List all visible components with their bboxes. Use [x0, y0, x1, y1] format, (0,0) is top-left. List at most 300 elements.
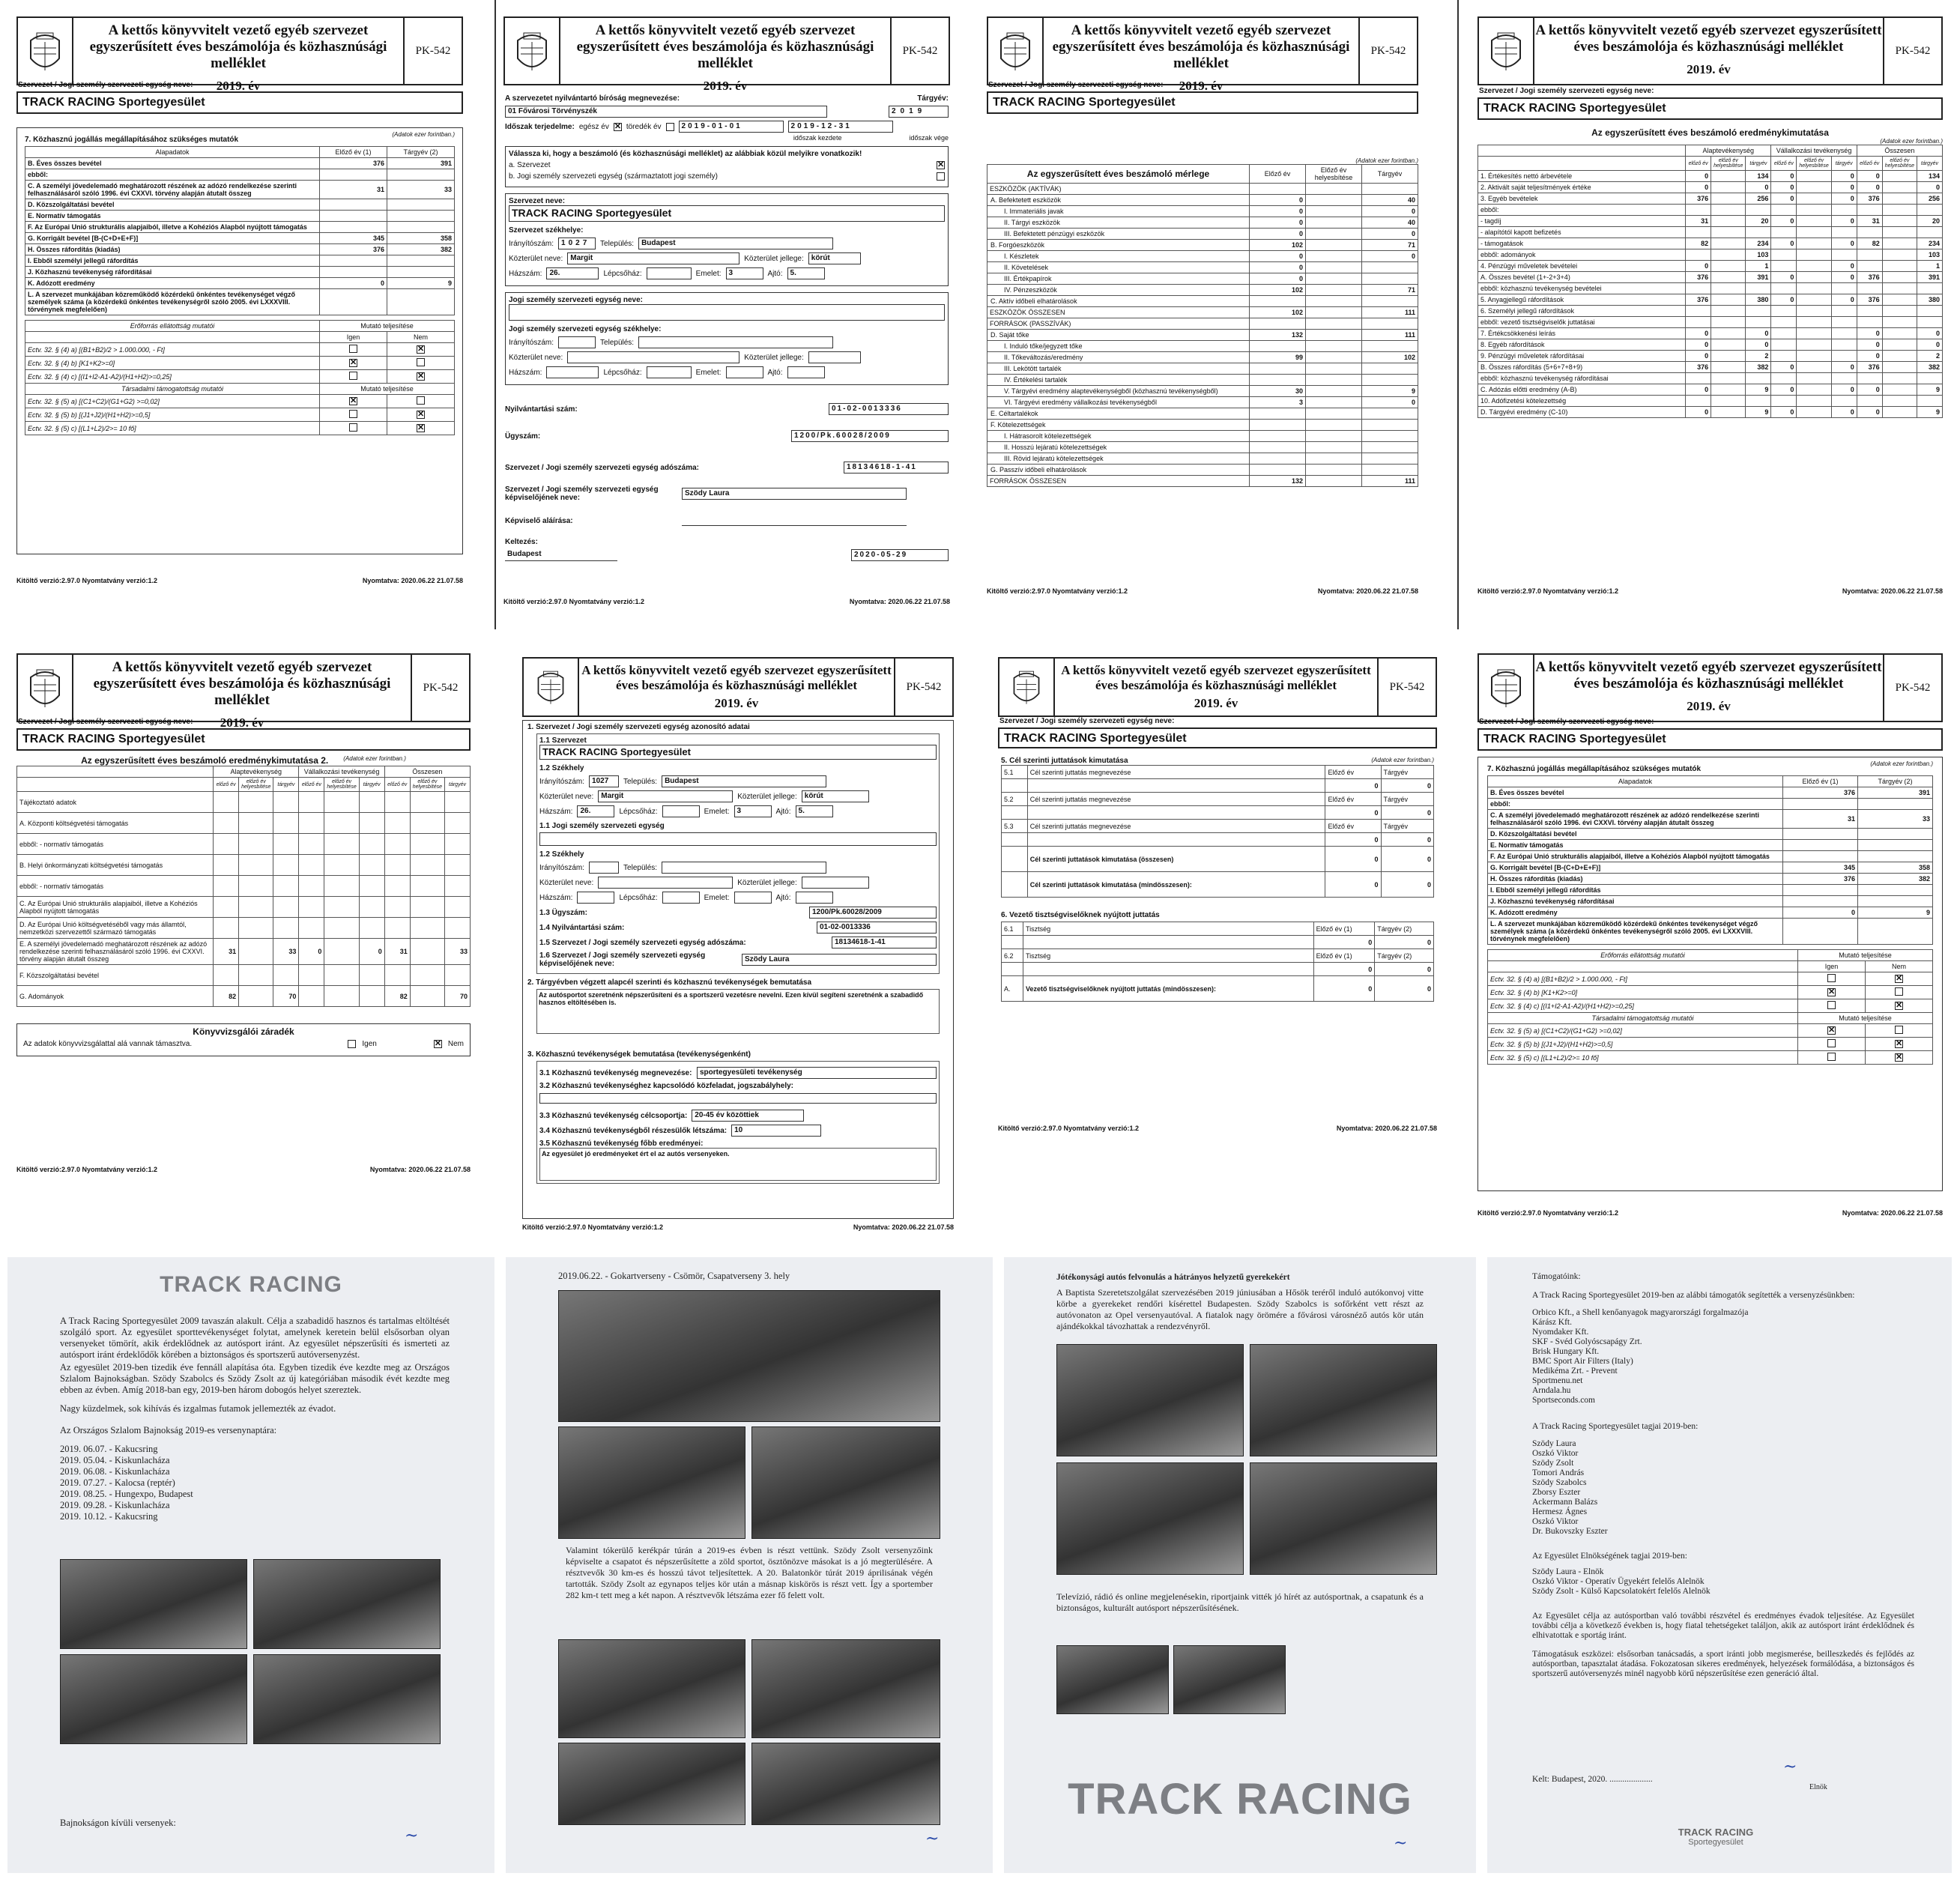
value: 82 — [1686, 238, 1711, 249]
value — [410, 813, 444, 834]
filler-version: Kitöltő verzió:2.97.0 Nyomtatvány verzió:1.2 — [522, 1223, 664, 1231]
row-number: 5.2 — [1002, 793, 1028, 806]
unit-door-field[interactable] — [787, 366, 825, 378]
table-row — [1478, 328, 1943, 339]
value — [1831, 328, 1857, 339]
section-title: 7. Közhasznú jogállás megállapításához szükséges mutatók — [25, 136, 239, 144]
balance-table — [987, 164, 1418, 487]
table-row — [25, 343, 455, 357]
row-label: B. Forgóeszközök — [987, 240, 1250, 251]
street-field[interactable]: Margit — [598, 790, 733, 802]
checkbox[interactable] — [417, 358, 425, 366]
org-label: Szervezet / Jogi személy szervezeti egység neve: — [1479, 718, 1654, 726]
reg-field[interactable]: 01-02-0013336 — [829, 403, 949, 415]
table-row — [1478, 283, 1943, 294]
unit-name-field[interactable] — [509, 304, 945, 321]
row-number: 6.2 — [1002, 949, 1023, 963]
org-box — [505, 193, 949, 286]
value — [1882, 407, 1917, 418]
value — [1711, 396, 1746, 407]
value — [324, 876, 359, 897]
checkbox[interactable] — [349, 423, 357, 432]
value-prev — [1250, 442, 1306, 453]
table-row — [1002, 793, 1434, 806]
car-photo — [1250, 1344, 1437, 1456]
value — [384, 918, 410, 939]
table-row — [1002, 976, 1434, 1002]
value — [1771, 328, 1797, 339]
value: 0 — [1771, 362, 1797, 373]
value — [1797, 362, 1831, 373]
checkbox[interactable]: ✕ — [417, 410, 425, 419]
row-label: C. Az Európai Unió strukturális alapjaiból, illetve a Kohéziós Alapból nyújtott támogatás — [17, 897, 214, 918]
case-field[interactable]: 1200/Pk.60028/2009 — [809, 907, 937, 919]
checkbox[interactable] — [349, 410, 357, 418]
checkbox[interactable] — [1895, 987, 1903, 996]
value — [1797, 294, 1831, 306]
filler-version: Kitöltő verzió:2.97.0 Nyomtatvány verzió:1.2 — [16, 577, 158, 584]
unit-house-field[interactable] — [546, 366, 599, 378]
row-label: Cél szerinti juttatás megnevezése — [1027, 793, 1325, 806]
target-group-field[interactable]: 20-45 év közöttiek — [692, 1110, 804, 1122]
value — [1857, 396, 1882, 407]
door-label: Ajtó: — [767, 269, 783, 278]
value-corr — [1306, 397, 1362, 408]
value — [1797, 373, 1831, 384]
row-label: G. Adományok — [17, 986, 214, 1007]
city-label: Település: — [623, 863, 658, 872]
checkbox[interactable] — [1827, 1053, 1836, 1061]
signature-line[interactable] — [682, 515, 907, 526]
date-field[interactable]: 2020-05-29 — [851, 549, 949, 561]
results-label: 3.5 Közhasznú tevékenység főbb eredményei: — [539, 1140, 704, 1148]
checkbox[interactable] — [1827, 1001, 1836, 1009]
row-label: III. Befektetett pénzügyi eszközök — [987, 229, 1250, 240]
no-cell — [387, 370, 455, 384]
value — [1831, 373, 1857, 384]
table-row — [1488, 787, 1933, 799]
table-row — [987, 195, 1418, 206]
yes-cell — [320, 357, 387, 370]
value-prev — [1783, 829, 1858, 840]
value — [1686, 283, 1711, 294]
door-field[interactable]: 5. — [796, 805, 833, 817]
results-field[interactable]: Az egyesület jó eredményeket ért el az autós versenyeken. — [539, 1148, 937, 1181]
stair-field[interactable] — [662, 805, 700, 817]
value — [1882, 328, 1917, 339]
track-photo — [253, 1559, 441, 1649]
option-b-checkbox[interactable] — [937, 172, 945, 181]
checkbox[interactable]: ✕ — [1896, 1039, 1903, 1048]
cell — [17, 778, 214, 792]
checkbox[interactable] — [349, 372, 357, 380]
unit-street-type-field[interactable] — [808, 351, 861, 363]
seat-label: Szervezet székhelye: — [509, 226, 584, 235]
value-corr — [1306, 431, 1362, 442]
org-name-field[interactable]: TRACK RACING Sportegyesület — [539, 745, 937, 760]
value — [1797, 396, 1831, 407]
value-corr — [1306, 307, 1362, 318]
value — [1797, 216, 1831, 227]
table-row — [987, 330, 1418, 341]
value — [214, 918, 239, 939]
value: 0 — [359, 939, 384, 965]
whole-year-checkbox[interactable]: ✕ — [614, 121, 622, 131]
value: 391 — [1917, 272, 1943, 283]
section-3-title: 3. Közhasznú tevékenységek bemutatása (tevékenységenként) — [527, 1050, 751, 1059]
form-header — [16, 653, 471, 730]
member-item: Szödy Zsolt — [1532, 1459, 1574, 1468]
row-label: II. Tárgyi eszközök — [987, 217, 1250, 229]
value: 9 — [1746, 384, 1771, 396]
row-label: I. Ebből személyi jellegű ráfordítás — [1488, 885, 1783, 896]
court-field[interactable]: 01 Fővárosi Törvényszék — [505, 106, 827, 118]
coat-of-arms-icon — [999, 659, 1055, 715]
value-cur — [1858, 919, 1933, 945]
tax-field[interactable]: 18134618-1-41 — [844, 462, 949, 473]
checkbox[interactable]: ✕ — [417, 372, 425, 381]
fraction-checkbox[interactable] — [666, 123, 674, 131]
group-header: Összesen — [384, 766, 470, 778]
table-row — [1478, 261, 1943, 272]
sponsors-heading: Támogatóink: — [1532, 1272, 1581, 1281]
unit-city-field[interactable] — [638, 336, 833, 348]
sponsor-item: BMC Sport Air Filters (Italy) — [1532, 1357, 1633, 1366]
col-header: Tárgyév — [1381, 820, 1433, 833]
value — [1711, 339, 1746, 351]
col-header: Előző év (1) — [1783, 776, 1858, 787]
unit-floor-field[interactable] — [734, 892, 772, 904]
col-header: előző év helyesbítése — [1882, 157, 1917, 171]
value — [1831, 339, 1857, 351]
reg-field[interactable]: 01-02-0013336 — [817, 922, 937, 934]
footer — [987, 587, 1418, 595]
page-4-income-statement — [1469, 7, 1952, 599]
value-prev: 376 — [320, 244, 387, 255]
audit-no-checkbox[interactable]: ✕ — [434, 1039, 442, 1048]
member-item: Zborsy Eszter — [1532, 1488, 1581, 1497]
print-date: Nyomtatva: 2020.06.22 21.07.58 — [362, 577, 463, 584]
value — [1882, 182, 1917, 193]
unit-floor-field[interactable] — [726, 366, 763, 378]
value-cur — [387, 169, 455, 181]
case-field[interactable]: 1200/Pk.60028/2009 — [791, 430, 949, 442]
value-prev: 0 — [1313, 936, 1375, 949]
unit-note: (Adatok ezer forintban.) — [1880, 138, 1943, 145]
tax-field[interactable]: 18134618-1-41 — [832, 937, 937, 948]
no-label: Nem — [387, 332, 455, 343]
value: 70 — [273, 986, 299, 1007]
unit-name-field[interactable] — [539, 832, 937, 846]
unit-door-field[interactable] — [796, 892, 833, 904]
value: 134 — [1917, 171, 1943, 182]
row-label: 10. Adófizetési kötelezettség — [1478, 396, 1686, 407]
row-label: E. Normatív támogatás — [25, 211, 320, 222]
value-cur: 111 — [1362, 476, 1418, 487]
checkbox[interactable] — [1895, 1026, 1903, 1034]
value: 0 — [1917, 339, 1943, 351]
street-type-field[interactable]: körút — [808, 252, 861, 264]
rep-field[interactable]: Szödy Laura — [682, 488, 907, 500]
row-label: II. Követelések — [987, 262, 1250, 273]
table-row — [1488, 874, 1933, 885]
period-label: Időszak terjedelme: — [505, 122, 575, 131]
row-label: Ectv. 32. § (4) c) [(I1+I2-A1-A2)/(H1+H2)>=0,25] — [25, 370, 320, 384]
year-field[interactable]: 2019 — [889, 106, 949, 118]
activity-name-field[interactable]: sportegyesületi tevékenység — [697, 1067, 937, 1079]
rep-field[interactable]: Szödy Laura — [742, 954, 937, 966]
checkbox[interactable]: ✕ — [1896, 1053, 1903, 1062]
board-item: Szödy Laura - Elnök — [1532, 1567, 1604, 1576]
table-row — [1488, 919, 1933, 945]
value-cur: 0 — [1381, 847, 1433, 872]
value: 0 — [1857, 384, 1882, 396]
table-row — [25, 395, 455, 408]
street-type-field[interactable]: körút — [802, 790, 869, 802]
value-cur — [1858, 896, 1933, 907]
unit-street-type-field[interactable] — [802, 877, 869, 889]
col-header: előző év — [1771, 157, 1797, 171]
city-field[interactable]: Budapest — [662, 775, 826, 787]
river-photo — [1056, 1462, 1244, 1575]
audit-yes-checkbox[interactable] — [348, 1040, 356, 1048]
subsection-title: 1.2 Székhely — [539, 850, 584, 859]
table-row — [25, 289, 455, 315]
value — [1797, 193, 1831, 205]
value: 0 — [1771, 272, 1797, 283]
value — [1711, 205, 1746, 216]
col-header: Előző év — [1325, 820, 1381, 833]
table-row — [987, 363, 1418, 375]
zip-label: Irányítószám: — [539, 863, 585, 872]
table-row — [1488, 999, 1933, 1013]
page-11-charity — [1004, 1257, 1476, 1873]
city-field[interactable]: Budapest — [638, 237, 833, 249]
checkbox[interactable] — [417, 396, 425, 405]
col-header: előző év — [384, 778, 410, 792]
value: 134 — [1746, 171, 1771, 182]
form-code: PK-542 — [411, 655, 469, 721]
group-header: Erőforrás ellátottság mutatói — [25, 321, 320, 332]
unit-stair-field[interactable] — [647, 366, 692, 378]
value-corr — [1306, 453, 1362, 465]
value — [410, 897, 444, 918]
value — [1711, 216, 1746, 227]
value-prev — [1783, 851, 1858, 862]
period-end-field[interactable]: 2019-12-31 — [788, 121, 893, 133]
unit-zip-field[interactable] — [558, 336, 596, 348]
unit-street-field[interactable] — [567, 351, 739, 363]
table-row — [1478, 407, 1943, 418]
value — [445, 813, 471, 834]
group-header: Vállalkozási tevékenység — [1771, 145, 1857, 157]
value — [1686, 227, 1711, 238]
street-type-label: Közterület jellege: — [744, 254, 804, 263]
form-code: PK-542 — [894, 659, 952, 715]
value — [1797, 306, 1831, 317]
value — [445, 855, 471, 876]
unit-zip-field[interactable] — [589, 862, 619, 874]
checkbox[interactable]: ✕ — [417, 345, 425, 354]
row-label: H. Összes ráfordítás (kiadás) — [25, 244, 320, 255]
cell — [1488, 961, 1798, 972]
table-row — [1488, 840, 1933, 851]
coat-of-arms-icon — [505, 18, 560, 84]
checkbox[interactable]: ✕ — [1896, 974, 1903, 983]
value-cur — [1362, 375, 1418, 386]
row-label: I. Ebből személyi jellegű ráfordítás — [25, 255, 320, 267]
value — [445, 834, 471, 855]
value-cur: 0 — [1362, 206, 1418, 217]
house-label: Házszám: — [539, 807, 573, 816]
table-row — [17, 986, 471, 1007]
stair-field[interactable] — [647, 267, 692, 279]
house-field[interactable]: 26. — [577, 805, 614, 817]
table-row — [25, 357, 455, 370]
yes-cell — [320, 343, 387, 357]
activity-law-field[interactable] — [539, 1093, 937, 1104]
checkbox[interactable]: ✕ — [417, 423, 425, 432]
zip-field[interactable]: 1027 — [558, 237, 596, 249]
value-cur — [387, 289, 455, 315]
value-prev: 0 — [1250, 273, 1306, 285]
unit-street-field[interactable] — [598, 877, 733, 889]
value — [1857, 205, 1882, 216]
value — [1686, 249, 1711, 261]
table-row — [25, 158, 455, 169]
value: 376 — [1857, 362, 1882, 373]
row-label: V. Tárgyévi eredmény alaptevékenységből (közhasznú tevékenységből) — [987, 386, 1250, 397]
officer-benefits-table — [1001, 922, 1434, 1002]
unit-city-field[interactable] — [662, 862, 826, 874]
member-list — [1532, 1439, 1914, 1537]
page-2-identification — [494, 7, 959, 614]
value — [1711, 317, 1746, 328]
row-label: F. Kötelezettségek — [987, 420, 1250, 431]
subsection-title: 1.1 Jogi személy szervezeti egység — [539, 822, 665, 830]
col-header: Tárgyév — [1381, 766, 1433, 779]
value — [1917, 205, 1943, 216]
org-name-field[interactable]: TRACK RACING Sportegyesület — [509, 205, 945, 222]
row-label: 6. Személyi jellegű ráfordítások — [1478, 306, 1686, 317]
value: 82 — [1857, 238, 1882, 249]
checkbox[interactable] — [1827, 974, 1836, 982]
group-photo — [1250, 1462, 1437, 1575]
row-label: 1. Értékesítés nettó árbevétele — [1478, 171, 1686, 182]
checkbox[interactable]: ✕ — [350, 358, 357, 367]
cell — [17, 766, 214, 778]
value — [299, 897, 324, 918]
value — [1917, 283, 1943, 294]
value — [1882, 384, 1917, 396]
row-label: F. Az Európai Unió strukturális alapjaiból, illetve a Kohéziós Alapból nyújtott támogatás — [25, 222, 320, 233]
checkbox[interactable]: ✕ — [1896, 1001, 1903, 1010]
activities-text[interactable]: Az autósportot szeretnénk népszerűsíteni és a sportszerű vezetésre nevelni. Ezen kívül segíteni szeretnénk a szabadidő hasznos eltöltésében is. — [536, 989, 940, 1034]
row-label: G. Passzív időbeli elhatárolások — [987, 465, 1250, 476]
row-label: ebből: - normatív támogatás — [17, 876, 214, 897]
col-header: előző év helyesbítése — [1711, 157, 1746, 171]
value: 234 — [1917, 238, 1943, 249]
floor-field[interactable]: 3 — [726, 267, 763, 279]
value — [359, 834, 384, 855]
indicators-table — [1487, 775, 1933, 945]
checkbox[interactable]: ✕ — [1828, 987, 1836, 996]
members-heading: A Track Racing Sportegyesület tagjai 2019-ben: — [1532, 1422, 1699, 1431]
value-corr — [1306, 408, 1362, 420]
form-code: PK-542 — [1883, 655, 1941, 721]
checkbox[interactable] — [1827, 1039, 1836, 1047]
value-cur: 33 — [1858, 810, 1933, 829]
value: 0 — [1831, 238, 1857, 249]
table-row — [25, 408, 455, 422]
value-cur: 9 — [387, 278, 455, 289]
table-row — [987, 476, 1418, 487]
street-field[interactable]: Margit — [567, 252, 739, 264]
coat-of-arms-icon — [18, 655, 73, 721]
checkbox[interactable] — [349, 345, 357, 353]
value: 70 — [445, 986, 471, 1007]
value — [324, 813, 359, 834]
col-header: Tárgyév (2) — [1375, 922, 1434, 936]
table-row — [1478, 145, 1943, 157]
unit-house-field[interactable] — [577, 892, 614, 904]
sponsor-item: Sportseconds.com — [1532, 1396, 1596, 1405]
house-field[interactable]: 26. — [546, 267, 599, 279]
beneficiaries-field[interactable]: 10 — [731, 1125, 821, 1137]
tax-label: 1.5 Szervezet / Jogi személy szervezeti egység adószáma: — [539, 938, 746, 947]
street-type-label: Közterület jellege: — [737, 792, 797, 801]
value: 0 — [1746, 328, 1771, 339]
table-row — [1002, 833, 1434, 847]
door-field[interactable]: 5. — [787, 267, 825, 279]
row-label: C. A személyi jövedelemadó meghatározott részének az adózó rendelkezése szerinti felhasználásáról szóló 1996. évi CXXVI. törvény alapján átutalt összeg — [25, 181, 320, 199]
team-photo — [751, 1426, 940, 1539]
col-header: előző év helyesbítése — [324, 778, 359, 792]
row-label: 3. Egyéb bevételek — [1478, 193, 1686, 205]
period-start-field[interactable]: 2019-01-01 — [679, 121, 784, 133]
value-cur — [1858, 829, 1933, 840]
row-label: A. Befektetett eszközök — [987, 195, 1250, 206]
yes-cell — [1798, 1038, 1866, 1051]
checkbox[interactable]: ✕ — [350, 396, 357, 405]
table-row — [987, 285, 1418, 296]
row-label: E. A személyi jövedelemadó meghatározott részének az adózó rendelkezése szerinti felhasználásáról szóló 1996. évi CXXVI. törvény alapján átutalt összeg — [17, 939, 214, 965]
value — [273, 965, 299, 986]
floor-field[interactable]: 3 — [734, 805, 772, 817]
value — [1882, 294, 1917, 306]
print-date: Nyomtatva: 2020.06.22 21.07.58 — [1842, 587, 1943, 595]
option-a-checkbox[interactable]: ✕ — [937, 160, 945, 169]
unit-stair-field[interactable] — [662, 892, 700, 904]
table-row — [1478, 238, 1943, 249]
value-prev — [1250, 184, 1306, 195]
row-label: C. A személyi jövedelemadó meghatározott részének az adózó rendelkezése szerinti felhasználásáról szóló 1996. évi CXXVI. törvény alapján átutalt összeg — [1488, 810, 1783, 829]
value — [1711, 249, 1746, 261]
row-label: ebből: — [25, 169, 320, 181]
table-row — [25, 332, 455, 343]
rep-label: 1.6 Szervezet / Jogi személy szervezeti egység képviselőjének neve: — [539, 951, 706, 968]
audit-title: Könyvvizsgálói záradék — [193, 1026, 294, 1037]
value: 0 — [1771, 407, 1797, 418]
checkbox[interactable]: ✕ — [1828, 1026, 1836, 1035]
row-label: 4. Pénzügyi műveletek bevételei — [1478, 261, 1686, 272]
footer — [503, 598, 950, 605]
value: 0 — [1746, 339, 1771, 351]
zip-field[interactable]: 1027 — [589, 775, 619, 787]
row-label: Cél szerinti juttatások kimutatása (összesen) — [1027, 847, 1325, 872]
place-field[interactable]: Budapest — [505, 549, 617, 561]
value: 0 — [1686, 407, 1711, 418]
